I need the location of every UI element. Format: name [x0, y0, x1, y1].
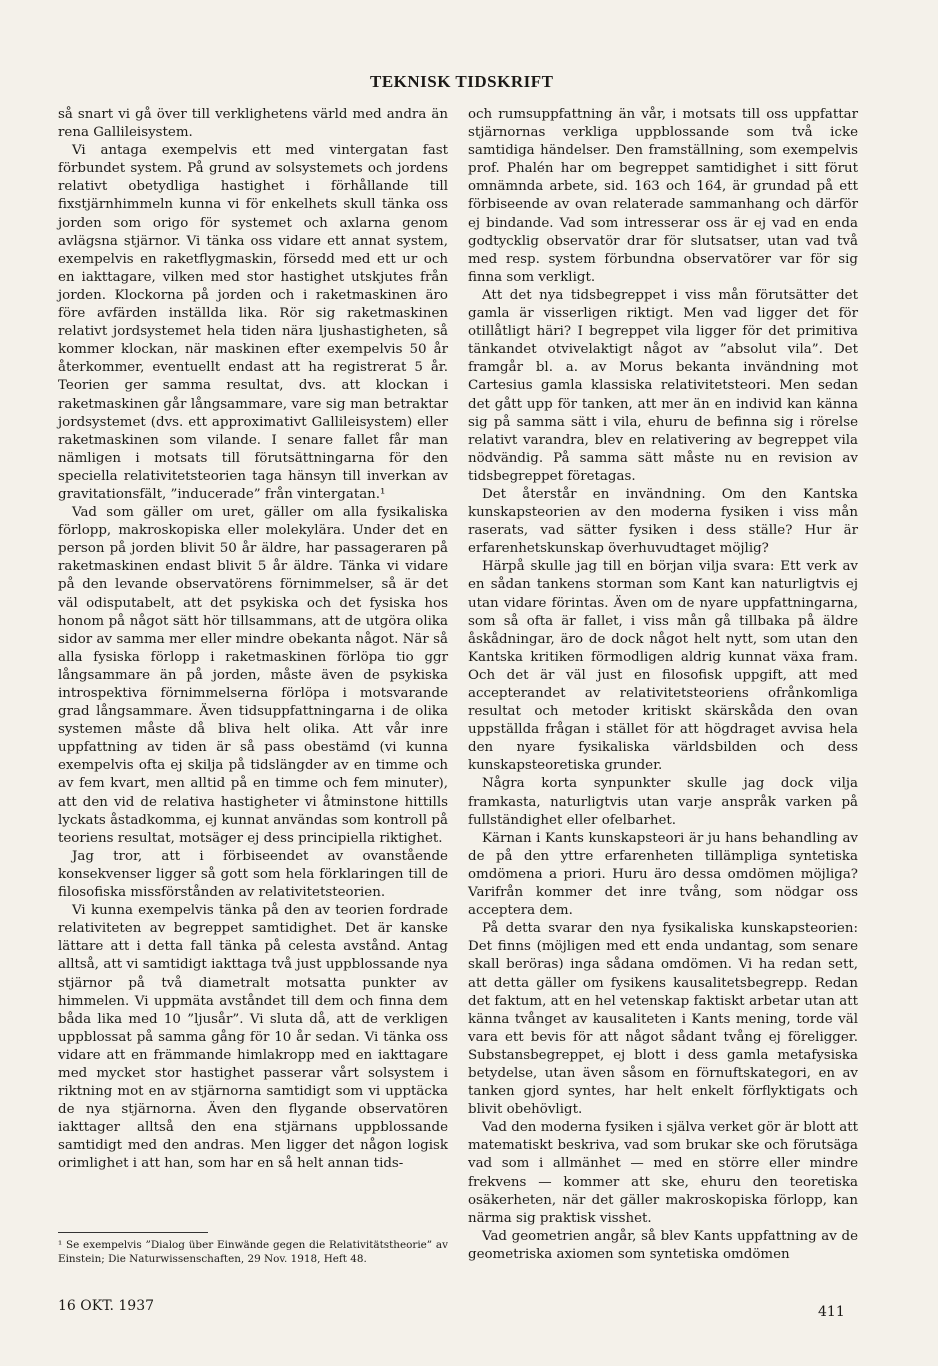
footnote: ¹ Se exempelvis ”Dialog über Einwände gegen die Relativitätstheorie” av Einstein; Die Naturwissenschaften, 29 Nov. 1918, Heft 48.	[58, 1239, 448, 1265]
paragraph: Härpå skulle jag till en början vilja svara: Ett verk av en sådan tankens storman som Kant kan naturligtvis ej utan vidare förintas. Även om de nyare uppfattningarna, som så ofta är fallet, i viss mån gå tillbaka på äldre åskådningar, äro de dock något helt nytt, som utan den Kantska kritiken förmodligen aldrig kunnat växa fram. Och det är väl just en filosofisk uppgift, att med accepterandet av relativitetsteoriens ofrånkomliga resultat och metoder kritiskt skärskåda den ovan uppställda frågan i stället för att högdraget avvisa hela den nyare fysikaliska världsbilden och dess kunskapsteoretiska grunder.	[468, 559, 858, 774]
page-number: 411	[818, 1304, 845, 1320]
paragraph: Några korta synpunkter skulle jag dock vilja framkasta, naturligtvis utan varje anspråk varken på fullständighet eller ofelbarhet.	[468, 776, 858, 828]
paragraph: Det återstår en invändning. Om den Kantska kunskapsteorien av den moderna fysiken i viss mån raserats, vad sätter fysiken i dess ställe? Hur är erfarenhetskunskap överhuvudtaget möjlig?	[468, 486, 858, 557]
paragraph: Vi antaga exempelvis ett med vintergatan fast förbundet system. På grund av solsystemets och jordens relativt obetydliga hastighet i förhållande till fixstjärnhimmeln kunna vi för enkelhets skull tänka oss jorden som origo för systemet och axlarna genom avlägsna stjärnor. Vi tänka oss vidare ett annat system, exempelvis en raketflygmaskin, försedd med ett ur och en iakttagare, vilken med stor hastighet utskjutes från jorden. Klockorna på jorden och i raketmaskinen äro före avfärden inställda lika. Rör sig raketmaskinen relativt jordsystemet hela tiden nära ljushastigheten, så kommer klockan, när maskinen efter exempelvis 50 år återkommer, eventuellt endast att ha registrerat 5 år. Teorien ger samma resultat, dvs. att klockan i raketmaskinen går långsammare, vare sig man betraktar jordsystemet (dvs. ett approximativt Gallileisystem) eller raketmaskinen som vilande. I senare fallet får man nämligen i motsats till förutsättningarna för den speciella relativitetsteorien taga hänsyn till inverkan av gravitationsfält, ”inducerade” från vintergatan.¹	[58, 143, 448, 502]
paragraph: Vad som gäller om uret, gäller om alla fysikaliska förlopp, makroskopiska eller molekylära. Under det en person på jorden blivit 50 år äldre, har passageraren på raketmaskinen endast blivit 5 år äldre. Tänka vi vidare på den levande observatörens förnimmelser, så är det väl odisputabelt, att det psykiska och det fysiska hos honom på något sätt hör tillsammans, att de utgöra olika sidor av samma mer eller mindre obekanta något. När så alla fysiska förlopp i raketmaskinen förlöpa tio ggr långsammare än på jorden, måste även de psykiska introspektiva förnimmelserna förlöpa i motsvarande grad långsammare. Även tidsuppfattningarna i de olika systemen måste då bliva helt olika. Att vår inre uppfattning av tiden är så pass obestämd (vi kunna exempelvis ofta ej skilja på tidslängder av en timme och av fem kvart, men alltid på en timme och fem minuter), att den vid de relativa hastigheter vi åtminstone hittills lyckats åstadkomma, ej kunnat användas som kontroll på teoriens resultat, motsäger ej dess principiella riktighet.	[58, 505, 448, 846]
paragraph: Vad geometrien angår, så blev Kants uppfattning av de geometriska axiomen som syntetiska omdömen	[468, 1228, 858, 1262]
paragraph: och rumsuppfattning än vår, i motsats till oss uppfattar stjärnornas verkliga uppblossande som två icke samtidiga händelser. Den framställning, som exempelvis prof. Phalén har om begreppet samtidighet i sitt förut omnämnda arbete, sid. 163 och 164, är grundad på ett förbiseende av ovan relaterade sammanhang och därför ej bindande. Vad som intresserar oss är ej vad en enda godtycklig observatör drar för slutsatser, utan vad två med resp. system förbundna observatörer var för sig finna som verkligt.	[468, 107, 858, 285]
paragraph: Att det nya tidsbegreppet i viss mån förutsätter det gamla är visserligen riktigt. Men vad ligger det för otillåtligt häri? I begreppet vila ligger för det primitiva tänkandet otvivelaktigt något av ”absolut vila”. Det framgår bl. a. av Morus bekanta invändning mot Cartesius gamla klassiska relativitetsteori. Men sedan det gått upp för tanken, att mer än en individ kan känna sig på samma sätt i vila, ehuru de befinna sig i rörelse relativt varandra, blev en relativering av begreppet vila nödvändig. På samma sätt måste nu en revision av tidsbegreppet företagas.	[468, 287, 858, 484]
paragraph: Kärnan i Kants kunskapsteori är ju hans behandling av de på den yttre erfarenheten tillämpliga syntetiska omdömena a priori. Huru äro dessa omdömen möjliga? Varifrån kommer det inre tvång, som nödgar oss acceptera dem.	[468, 830, 858, 919]
paragraph: Vi kunna exempelvis tänka på den av teorien fordrade relativiteten av begreppet samtidighet. Det är kanske lättare att i detta fall tänka på celesta avstånd. Antag alltså, att vi samtidigt iakttaga två just uppblossande nya stjärnor på två diametralt motsatta punkter av himmelen. Vi uppmäta avståndet till dem och finna dem båda lika med 10 ”ljusår”. Vi sluta då, att de verkligen uppblossat på samma gång för 10 år sedan. Vi tänka oss vidare att en främmande himlakropp med en iakttagare med mycket stor hastighet passerar vårt solsystem i riktning mot en av stjärnorna samtidigt som vi upptäcka de nya stjärnorna. Även den flygande observatören iakttager alltså den ena stjärnans uppblossande samtidigt med den andras. Men ligger det någon logisk orimlighet i att han, som har en så helt annan tids-	[58, 903, 448, 1172]
right-column	[468, 106, 858, 1264]
left-column	[58, 106, 448, 1174]
paragraph: Jag tror, att i förbiseendet av ovanstående konsekvenser ligger så gott som hela förklaringen till de filosofiska missförstånden av relativitetsteorien.	[58, 848, 448, 901]
footnote-divider	[58, 1232, 208, 1233]
paragraph: På detta svarar den nya fysikaliska kunskapsteorien: Det finns (möjligen med ett enda undantag, som senare skall beröras) inga sådana omdömen. Vi ha redan sett, att detta gäller om fysikens kausalitetsbegrepp. Redan det faktum, att en hel vetenskap faktiskt arbetar utan att känna tvånget av kausaliteten i Kants mening, torde väl vara ett bevis för att något sådant tvång ej föreligger. Substansbegreppet, ej blott i dess gamla metafysiska betydelse, utan även såsom en förnuftskategori, en av tanken gjord syntes, har helt enkelt förflyktigats och blivit obehövligt.	[468, 921, 858, 1118]
paragraph: så snart vi gå över till verklighetens värld med andra än rena Gallileisystem.	[58, 107, 448, 141]
issue-date: 16 OKT. 1937	[58, 1298, 155, 1314]
paragraph: Vad den moderna fysiken i själva verket gör är blott att matematiskt beskriva, vad som brukar ske och förutsäga vad som i allmänhet — med en större eller mindre frekvens — kommer att ske, ehuru den teoretiska osäkerheten, när det gäller makroskopiska förlopp, kan närma sig praktisk visshet.	[468, 1120, 858, 1226]
journal-masthead: TEKNISK TIDSKRIFT	[370, 72, 554, 91]
